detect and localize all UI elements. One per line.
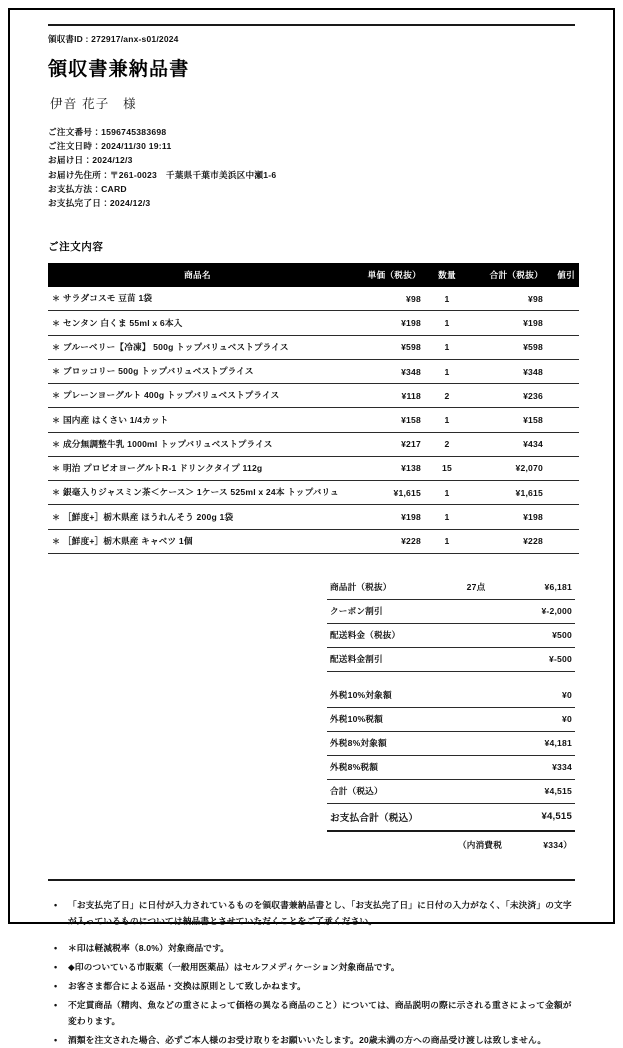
- item-quantity: 1: [425, 359, 469, 383]
- reduced-tax-marker-icon: ＊: [52, 464, 61, 474]
- item-quantity: 1: [425, 311, 469, 335]
- included-tax-value: ¥334）: [543, 839, 572, 850]
- column-header-quantity: 数量: [425, 263, 469, 287]
- item-discount: [547, 432, 579, 456]
- item-quantity: 1: [425, 481, 469, 505]
- customer-name: 伊音 花子 様: [50, 97, 137, 111]
- summary-row: [327, 576, 575, 600]
- order-items-body: [48, 287, 579, 553]
- summary-body: [327, 576, 575, 857]
- item-total: ¥228: [469, 529, 547, 553]
- summary-row-value: ¥500: [505, 623, 575, 647]
- item-unit-price: ¥1,615: [347, 481, 425, 505]
- reduced-tax-marker-icon: ＊: [52, 488, 61, 498]
- meta-order-number: ご注文番号：1596745383698: [48, 127, 167, 137]
- summary-row: [327, 647, 575, 671]
- item-total: ¥348: [469, 359, 547, 383]
- included-tax-row: [327, 831, 575, 857]
- item-name-cell: [48, 505, 347, 529]
- item-unit-price: ¥198: [347, 505, 425, 529]
- item-name-cell: [48, 335, 347, 359]
- item-quantity: 15: [425, 456, 469, 480]
- item-quantity: 2: [425, 384, 469, 408]
- item-unit-price: ¥348: [347, 359, 425, 383]
- item-name: 銀毫入りジャスミン茶＜ケース＞ 1ケース 525ml x 24本 トップバリュ: [63, 487, 339, 498]
- summary-spacer: [327, 671, 575, 684]
- item-name: ［鮮度+］栃木県産 ほうれんそう 200g 1袋: [63, 511, 234, 522]
- item-quantity: 1: [425, 335, 469, 359]
- receipt-id: 領収書ID : 272917/anx-s01/2024: [48, 34, 179, 44]
- item-total: ¥1,615: [469, 481, 547, 505]
- item-discount: [547, 287, 579, 311]
- item-name: プレーンヨーグルト 400g トップバリュベストプライス: [63, 390, 280, 401]
- document-body: [10, 10, 613, 1048]
- table-row: [48, 505, 579, 529]
- footer-note-item: • ＊印は軽減税率（8.0%）対象商品です。: [48, 940, 575, 956]
- item-name-cell: [48, 359, 347, 383]
- item-discount: [547, 481, 579, 505]
- grand-total-value: ¥4,515: [505, 803, 575, 831]
- item-quantity: 2: [425, 432, 469, 456]
- reduced-tax-marker-icon: ＊: [52, 294, 61, 304]
- table-row: [48, 432, 579, 456]
- item-name-cell: [48, 287, 347, 311]
- summary-row-value: ¥-500: [505, 647, 575, 671]
- meta-payment-completed-date: お支払完了日：2024/12/3: [48, 198, 151, 209]
- summary-row-count: [447, 755, 505, 779]
- meta-delivery-address: お届け先住所：〒261-0023 千葉県千葉市美浜区中瀬1-6: [48, 169, 277, 180]
- summary-row-label: 配送料金割引: [327, 647, 447, 671]
- summary-row-label: 外税8%対象額: [327, 731, 447, 755]
- summary-row-value: ¥0: [505, 684, 575, 708]
- item-name: 成分無調整牛乳 1000ml トップバリュベストプライス: [63, 438, 273, 449]
- summary-row-label: 外税10%税額: [327, 707, 447, 731]
- summary-row-count: 27点: [447, 576, 505, 600]
- item-total: ¥158: [469, 408, 547, 432]
- item-unit-price: ¥118: [347, 384, 425, 408]
- summary-row-value: ¥6,181: [505, 576, 575, 600]
- item-quantity: 1: [425, 287, 469, 311]
- grand-total-row: [327, 803, 575, 831]
- summary-row-label: 商品計（税抜）: [327, 576, 447, 600]
- summary-row-value: ¥-2,000: [505, 599, 575, 623]
- included-tax-label: （内消費税: [458, 839, 502, 850]
- table-row: [48, 311, 579, 335]
- footer-note-item: • ◆印のついている市販薬（一般用医薬品）はセルフメディケーション対象商品です。: [48, 959, 575, 975]
- summary-row: [327, 779, 575, 803]
- item-total: ¥434: [469, 432, 547, 456]
- summary-section: [48, 576, 575, 857]
- header-divider: [48, 24, 575, 26]
- summary-row-label: 外税10%対象額: [327, 684, 447, 708]
- document-sheet: [8, 8, 615, 1046]
- item-total: ¥98: [469, 287, 547, 311]
- meta-payment-method: お支払方法：CARD: [48, 183, 127, 194]
- footer-note-item: • 不定貫商品（精肉、魚などの重さによって価格の異なる商品のこと）については、商品説明の際に示される重さによって金額が変わります。: [48, 997, 575, 1029]
- table-row: [48, 529, 579, 553]
- summary-row-value: ¥334: [505, 755, 575, 779]
- item-name: センタン 白くま 55ml x 6本入: [63, 317, 183, 328]
- meta-order-datetime: ご注文日時：2024/11/30 19:11: [48, 141, 172, 152]
- summary-row: [327, 684, 575, 708]
- reduced-tax-marker-icon: ＊: [52, 342, 61, 352]
- summary-row-count: [447, 684, 505, 708]
- summary-row-value: ¥0: [505, 707, 575, 731]
- summary-row-count: [447, 599, 505, 623]
- summary-row-count: [447, 707, 505, 731]
- item-name: 明治 プロビオヨーグルトR-1 ドリンクタイプ 112g: [63, 463, 263, 474]
- table-row: [48, 456, 579, 480]
- column-header-total: 合計（税抜）: [469, 263, 547, 287]
- item-unit-price: ¥598: [347, 335, 425, 359]
- item-total: ¥198: [469, 505, 547, 529]
- footer-divider: [48, 879, 575, 881]
- reduced-tax-marker-icon: ＊: [52, 391, 61, 401]
- item-discount: [547, 359, 579, 383]
- footer-note-item: • お客さま都合による返品・交換は原則として致しかねます。: [48, 978, 575, 994]
- item-unit-price: ¥228: [347, 529, 425, 553]
- summary-row-label: 外税8%税額: [327, 755, 447, 779]
- item-name: ［鮮度+］栃木県産 キャベツ 1個: [63, 535, 193, 546]
- item-total: ¥2,070: [469, 456, 547, 480]
- item-total: ¥198: [469, 311, 547, 335]
- grand-total-label: お支払合計（税込）: [327, 803, 447, 831]
- summary-row-label: クーポン割引: [327, 599, 447, 623]
- column-header-unit-price: 単価（税抜）: [347, 263, 425, 287]
- table-row: [48, 408, 579, 432]
- item-discount: [547, 505, 579, 529]
- summary-row-count: [447, 731, 505, 755]
- item-quantity: 1: [425, 505, 469, 529]
- column-header-discount: 値引: [547, 263, 579, 287]
- reduced-tax-marker-icon: ＊: [52, 318, 61, 328]
- table-row: [48, 287, 579, 311]
- summary-row-count: [447, 779, 505, 803]
- order-items-header: [48, 263, 579, 287]
- summary-row-count: [447, 623, 505, 647]
- table-row: [48, 359, 579, 383]
- item-name-cell: [48, 311, 347, 335]
- summary-row-value: ¥4,515: [505, 779, 575, 803]
- table-row: [48, 384, 579, 408]
- item-name-cell: [48, 432, 347, 456]
- item-unit-price: ¥217: [347, 432, 425, 456]
- order-items-table: [48, 263, 579, 554]
- reduced-tax-marker-icon: ＊: [52, 367, 61, 377]
- item-name: ブロッコリー 500g トップバリュベストプライス: [63, 366, 254, 377]
- item-discount: [547, 529, 579, 553]
- item-total: ¥598: [469, 335, 547, 359]
- page-title: 領収書兼納品書: [48, 59, 190, 80]
- reduced-tax-marker-icon: ＊: [52, 512, 61, 522]
- item-discount: [547, 311, 579, 335]
- summary-table: [327, 576, 575, 857]
- item-discount: [547, 456, 579, 480]
- footer-note-item: • 「お支払完了日」に日付が入力されているものを領収書兼納品書とし、「お支払完了日」に日付の入力がなく、「未決済」の文字が入っているものについては納品書とさせていただくことをご了承ください。: [48, 897, 575, 929]
- item-discount: [547, 408, 579, 432]
- summary-row: [327, 599, 575, 623]
- item-unit-price: ¥158: [347, 408, 425, 432]
- item-quantity: 1: [425, 529, 469, 553]
- item-discount: [547, 384, 579, 408]
- summary-row-value: ¥4,181: [505, 731, 575, 755]
- item-total: ¥236: [469, 384, 547, 408]
- summary-row-count: [447, 647, 505, 671]
- item-name: 国内産 はくさい 1/4カット: [63, 414, 169, 425]
- item-name: サラダコスモ 豆苗 1袋: [63, 293, 153, 304]
- reduced-tax-marker-icon: ＊: [52, 439, 61, 449]
- item-name-cell: [48, 529, 347, 553]
- item-name: ブルーベリー【冷凍】 500g トップバリュベストプライス: [63, 341, 289, 352]
- summary-row-label: 合計（税込）: [327, 779, 447, 803]
- summary-row: [327, 707, 575, 731]
- footer-note-item: • 酒類を注文された場合、必ずご本人様のお受け取りをお願いいたします。20歳未満の方への商品受け渡しは致しません。: [48, 1032, 575, 1048]
- item-discount: [547, 335, 579, 359]
- order-meta: [48, 125, 575, 210]
- meta-delivery-date: お届け日：2024/12/3: [48, 155, 133, 166]
- item-name-cell: [48, 384, 347, 408]
- item-name-cell: [48, 408, 347, 432]
- summary-row: [327, 755, 575, 779]
- reduced-tax-marker-icon: ＊: [52, 415, 61, 425]
- item-unit-price: ¥98: [347, 287, 425, 311]
- item-unit-price: ¥138: [347, 456, 425, 480]
- reduced-tax-marker-icon: ＊: [52, 536, 61, 546]
- included-tax-spacer: [327, 831, 447, 857]
- item-unit-price: ¥198: [347, 311, 425, 335]
- table-header-row: [48, 263, 579, 287]
- footer-notes: [48, 897, 575, 1048]
- item-name-cell: [48, 456, 347, 480]
- order-section-heading: ご注文内容: [48, 241, 104, 254]
- summary-row: [327, 731, 575, 755]
- table-row: [48, 335, 579, 359]
- summary-row-label: 配送料金（税抜）: [327, 623, 447, 647]
- grand-total-spacer: [447, 803, 505, 831]
- column-header-name: 商品名: [48, 263, 347, 287]
- item-name-cell: [48, 481, 347, 505]
- table-row: [48, 481, 579, 505]
- item-quantity: 1: [425, 408, 469, 432]
- summary-row: [327, 623, 575, 647]
